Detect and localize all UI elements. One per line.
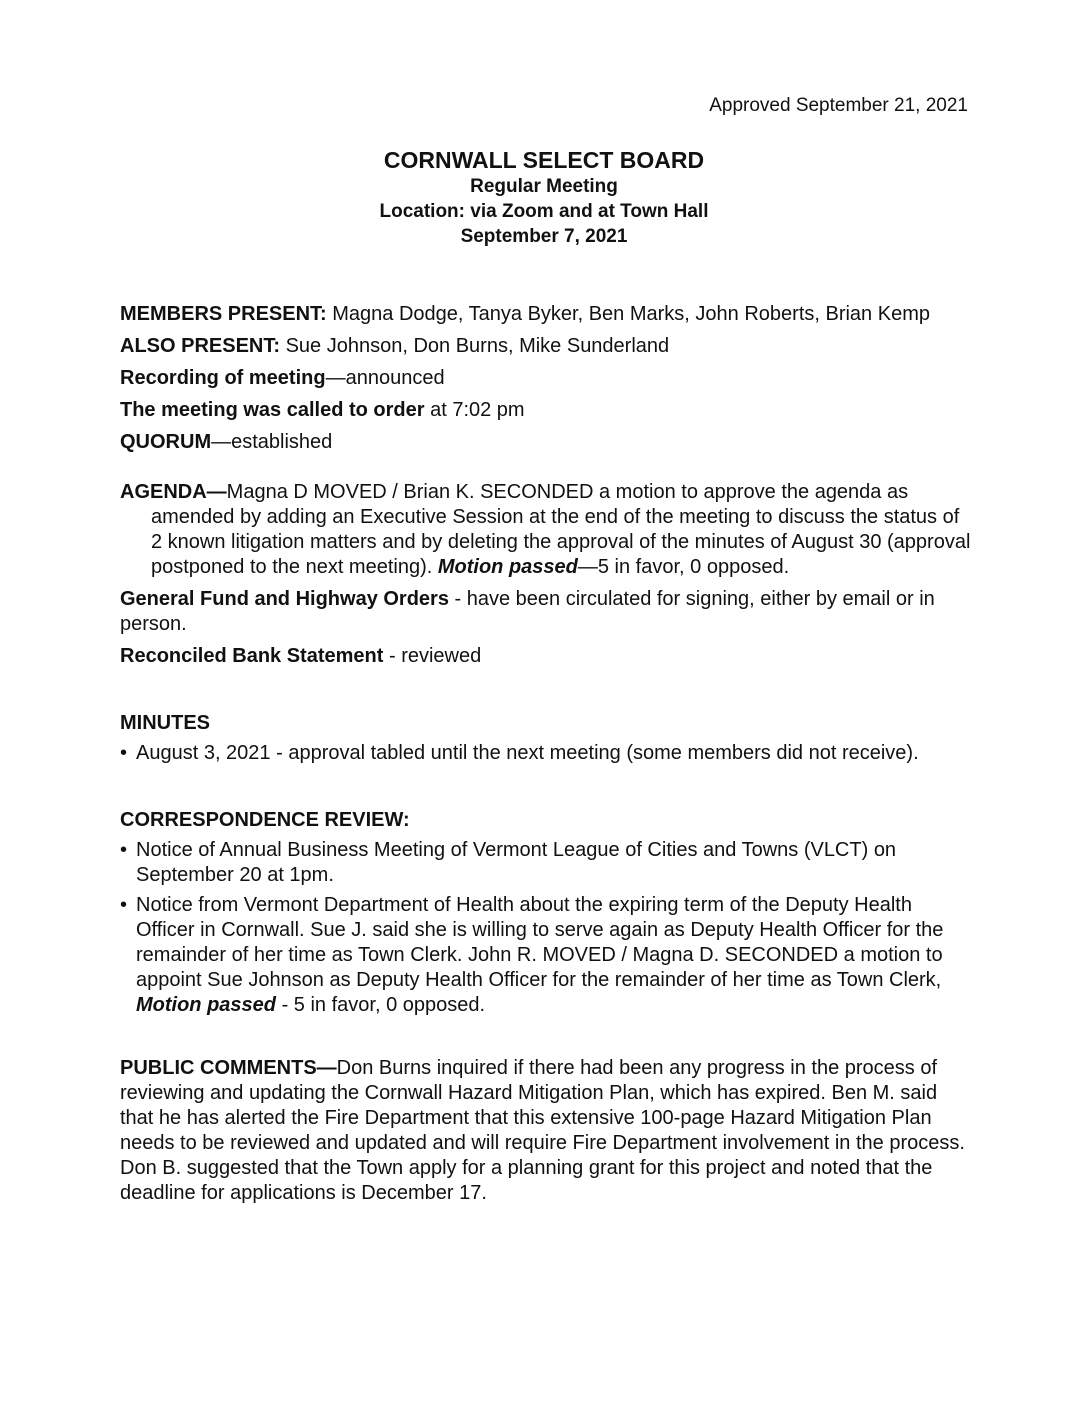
- recording-label: Recording of meeting: [120, 367, 326, 389]
- also-present-names: Sue Johnson, Don Burns, Mike Sunderland: [280, 335, 670, 357]
- correspondence-heading: CORRESPONDENCE REVIEW:: [120, 809, 410, 831]
- meeting-type: Regular Meeting: [470, 176, 618, 197]
- board-title: CORNWALL SELECT BOARD: [383, 147, 705, 173]
- agenda-label: AGENDA—: [120, 481, 227, 503]
- bullet-icon: •: [120, 839, 128, 861]
- members-present-label: MEMBERS PRESENT:: [120, 303, 327, 325]
- quorum-status: —established: [211, 431, 333, 453]
- public-comments-label: PUBLIC COMMENTS—: [120, 1057, 337, 1079]
- bullet-icon: •: [120, 894, 128, 916]
- minutes-heading: MINUTES: [120, 712, 210, 734]
- correspondence-item-text: Notice from Vermont Department of Health about the expiring term of the Deputy Health Officer in Cornwall. Sue J. said she is willing to serve again as Deputy Health Officer for the remainder of her time as Town Clerk. John R. MOVED / Magna D. SECONDED a motion to appoint Sue Johnson as Deputy Health Officer for the remainder of her time as Town Clerk,: [136, 894, 944, 991]
- call-to-order: [120, 398, 975, 423]
- minutes-list: [120, 741, 975, 766]
- approval-note: Approved September 21, 2021: [709, 95, 968, 116]
- meeting-location: Location: via Zoom and at Town Hall: [379, 201, 709, 222]
- bank-statement-text: - reviewed: [383, 645, 482, 667]
- call-to-order-label: The meeting was called to order: [120, 399, 425, 421]
- general-fund-label: General Fund and Highway Orders: [120, 588, 449, 610]
- members-present: [120, 302, 975, 327]
- agenda-vote-result: —5 in favor, 0 opposed.: [577, 556, 790, 578]
- public-comments-text: Don Burns inquired if there had been any progress in the process of reviewing and updating the Cornwall Hazard Mitigation Plan, which has expired. Ben M. said that he has alerted the Fire Department that this extensive 100-page Hazard Mitigation Plan needs to be reviewed and updated and will require Fire Department involvement in the process. Don B. suggested that the Town apply for a planning grant for this project and noted that the deadline for applications is December 17.: [120, 1057, 965, 1204]
- call-to-order-time: at 7:02 pm: [424, 399, 525, 421]
- bank-statement-label: Reconciled Bank Statement: [120, 645, 384, 667]
- recording-status: —announced: [325, 367, 445, 389]
- correspondence-item-text: Notice of Annual Business Meeting of Vermont League of Cities and Towns (VLCT) on September 20 at 1pm.: [136, 839, 897, 886]
- correspondence-motion-passed: Motion passed: [136, 994, 277, 1016]
- recording-note: [120, 366, 975, 391]
- list-item: [120, 741, 975, 766]
- general-fund-paragraph: [120, 587, 975, 637]
- agenda-paragraph: [120, 480, 975, 580]
- members-present-names: Magna Dodge, Tanya Byker, Ben Marks, John Roberts, Brian Kemp: [326, 303, 930, 325]
- also-present-label: ALSO PRESENT:: [120, 335, 281, 357]
- correspondence-list: [120, 838, 975, 1018]
- minutes-body: [120, 302, 975, 1206]
- agenda-motion-passed: Motion passed: [437, 556, 578, 578]
- list-item: [120, 838, 975, 888]
- bullet-icon: •: [120, 742, 128, 764]
- also-present: [120, 334, 975, 359]
- public-comments-paragraph: [120, 1056, 975, 1206]
- document-header: [290, 146, 798, 249]
- quorum-note: [120, 430, 975, 455]
- list-item: [120, 893, 975, 1018]
- minutes-item-text: August 3, 2021 - approval tabled until the next meeting (some members did not receive).: [136, 742, 919, 764]
- general-fund-text: - have been circulated for signing, either by email or in person.: [120, 588, 935, 635]
- meeting-date: September 7, 2021: [460, 226, 628, 247]
- correspondence-vote-result: - 5 in favor, 0 opposed.: [276, 994, 486, 1016]
- bank-statement-paragraph: [120, 644, 975, 669]
- agenda-text: Magna D MOVED / Brian K. SECONDED a motion to approve the agenda as amended by adding an Executive Session at the end of the meeting to discuss the status of 2 known litigation matters and by deleting the approval of the minutes of August 30 (approval postponed to the next meeting).: [151, 481, 971, 578]
- quorum-label: QUORUM: [120, 431, 212, 453]
